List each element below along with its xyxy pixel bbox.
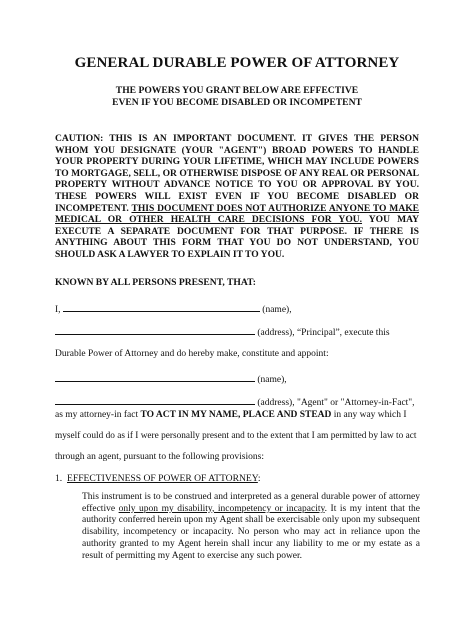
appoint-text: Durable Power of Attorney and do hereby make, constitute and appoint: (55, 349, 329, 359)
i-label: I, (55, 305, 61, 315)
section-1-colon: : (257, 473, 261, 484)
principal-address-field[interactable] (55, 325, 255, 335)
known-by-all-heading: KNOWN BY ALL PERSONS PRESENT, THAT: (55, 277, 256, 288)
act-in-my-name-text: TO ACT IN MY NAME, PLACE AND STEAD (140, 410, 332, 420)
caution-paragraph (55, 133, 419, 261)
subtitle-line-1: THE POWERS YOU GRANT BELOW ARE EFFECTIVE (115, 85, 359, 96)
document-title: GENERAL DURABLE POWER OF ATTORNEY (74, 55, 400, 71)
caution-underlined-text: THIS DOCUMENT DOES NOT AUTHORIZE ANYONE TO MAKE MEDICAL OR OTHER HEALTH CARE DECISIONS FOR YOU. (55, 202, 420, 226)
attorney-post-text: in any way which I (331, 410, 407, 420)
section-1-number: 1. (55, 473, 63, 484)
attorney-pre-text: as my attorney-in fact (55, 410, 141, 420)
agent-name-field[interactable] (55, 372, 255, 382)
principal-name-field[interactable] (63, 302, 260, 312)
section-1-heading-row (55, 473, 261, 484)
principal-address-row (55, 325, 390, 338)
section-1-body-text-2: . It is my intent that the authority conferred herein upon my Agent shall be exercisable only upon my subsequent disability, incompetency or incapacity. No person who may act in reliance upon the authority granted to my Agent herein shall incur any liability to me or my estate as a result of permitting my Agent to exercise any such power. (82, 503, 420, 561)
section-1-body-text-1: This instrument is to be construed and interpreted as a general durable power of attorney effective (82, 492, 420, 514)
caution-text-2: YOU MAY EXECUTE A SEPARATE DOCUMENT FOR THAT PURPOSE. IF THERE IS ANYTHING ABOUT THIS FORM THAT YOU DO NOT UNDERSTAND, YOU SHOULD ASK A LAWYER TO EXPLAIN IT TO YOU. (55, 214, 420, 260)
agent-name-label: (name), (257, 375, 287, 385)
caution-text-1: CAUTION: THIS IS AN IMPORTANT DOCUMENT. IT GIVES THE PERSON WHOM YOU DESIGNATE (YOUR "AGENT") BROAD POWERS TO HANDLE YOUR PROPERTY DURING YOUR LIFETIME, WHICH MAY INCLUDE POWERS TO MORTGAGE, SELL, OR OTHERWISE DISPOSE OF ANY REAL OR PERSONAL PROPERTY WITHOUT ADVANCE NOTICE TO YOU OR APPROVAL BY YOU. THESE POWERS WILL EXIST EVEN IF YOU BECOME DISABLED OR INCOMPETENT. (55, 133, 419, 214)
section-1-heading: EFFECTIVENESS OF POWER OF ATTORNEY (67, 473, 258, 484)
myself-could-do-line: myself could do as if I were personally present and to the extent that I am permitted by law to act (55, 431, 417, 441)
through-an-agent-line: through an agent, pursuant to the following provisions: (55, 452, 264, 462)
agent-address-field[interactable] (55, 395, 255, 405)
agent-address-row (55, 395, 415, 408)
agent-address-label: (address), "Agent" or "Attorney-in-Fact", (257, 398, 415, 408)
principal-address-label: (address), “Principal”, execute this (257, 328, 390, 338)
attorney-in-fact-line (55, 410, 407, 420)
section-1-underlined-text: only upon my disability, incompetency or incapacity (118, 503, 325, 514)
agent-name-row (55, 372, 287, 385)
principal-name-row (55, 302, 292, 315)
subtitle-line-2: EVEN IF YOU BECOME DISABLED OR INCOMPETENT (112, 97, 362, 108)
principal-name-label: (name), (262, 305, 292, 315)
section-1-body (82, 492, 420, 562)
